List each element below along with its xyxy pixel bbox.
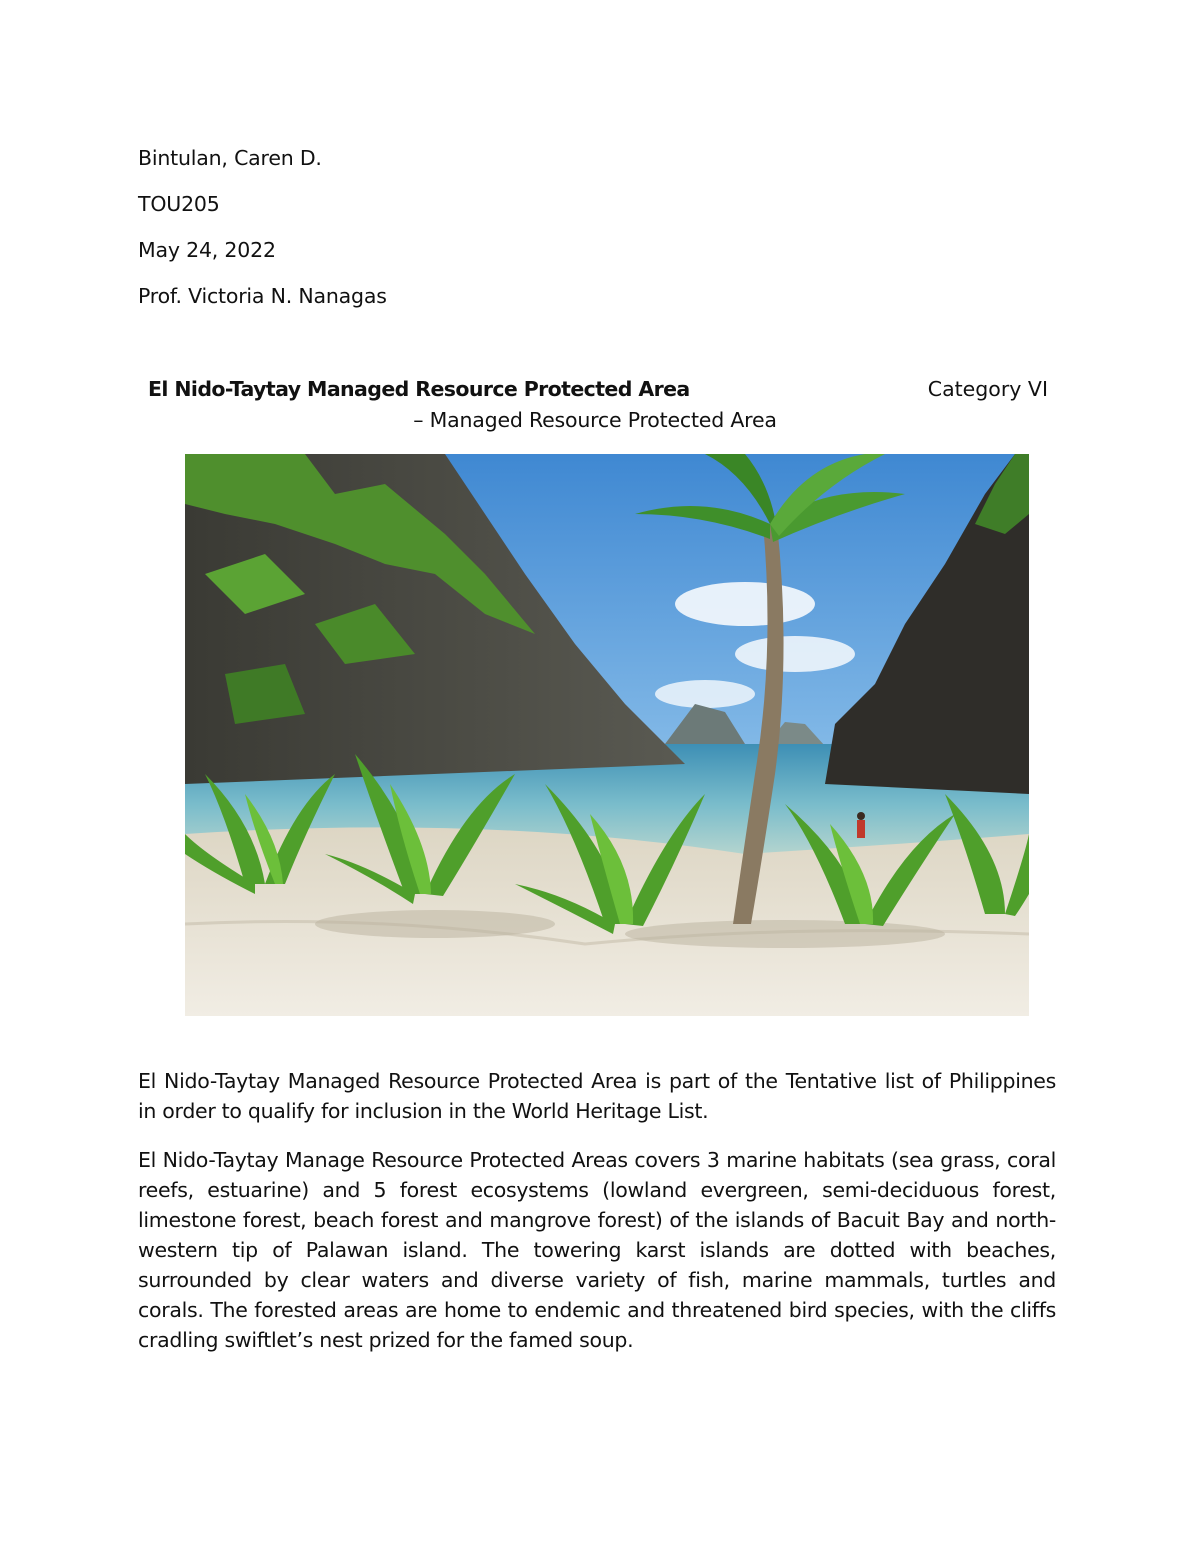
category-subtitle: – Managed Resource Protected Area — [413, 408, 777, 432]
student-name: Bintulan, Caren D. — [138, 146, 322, 170]
course-code: TOU205 — [138, 192, 220, 216]
body-paragraph-1: El Nido-Taytay Managed Resource Protected Area is part of the Tentative list of Philippines in order to qualify for inclusion in the World Heritage List. — [138, 1069, 1056, 1123]
landscape-photo-icon — [185, 454, 1029, 1016]
document-title: El Nido-Taytay Managed Resource Protected Area — [148, 377, 690, 401]
submission-date: May 24, 2022 — [138, 238, 276, 262]
category-label: Category VI — [927, 377, 1048, 401]
landscape-photo — [185, 454, 1029, 1016]
professor-name: Prof. Victoria N. Nanagas — [138, 284, 387, 308]
body-paragraph-2: El Nido-Taytay Manage Resource Protected Areas covers 3 marine habitats (sea grass, coral reefs, estuarine) and 5 forest ecosystems (lowland evergreen, semi-deciduous forest, limestone forest, beach forest and mangrove forest) of the islands of Bacuit Bay and north-western tip of Palawan island. The towering karst islands are dotted with beaches, surrounded by clear waters and diverse variety of fish, marine mammals, turtles and corals. The forested areas are home to endemic and threatened bird species, with the cliffs cradling swiftlet’s nest prized for the famed soup. — [138, 1148, 1056, 1352]
